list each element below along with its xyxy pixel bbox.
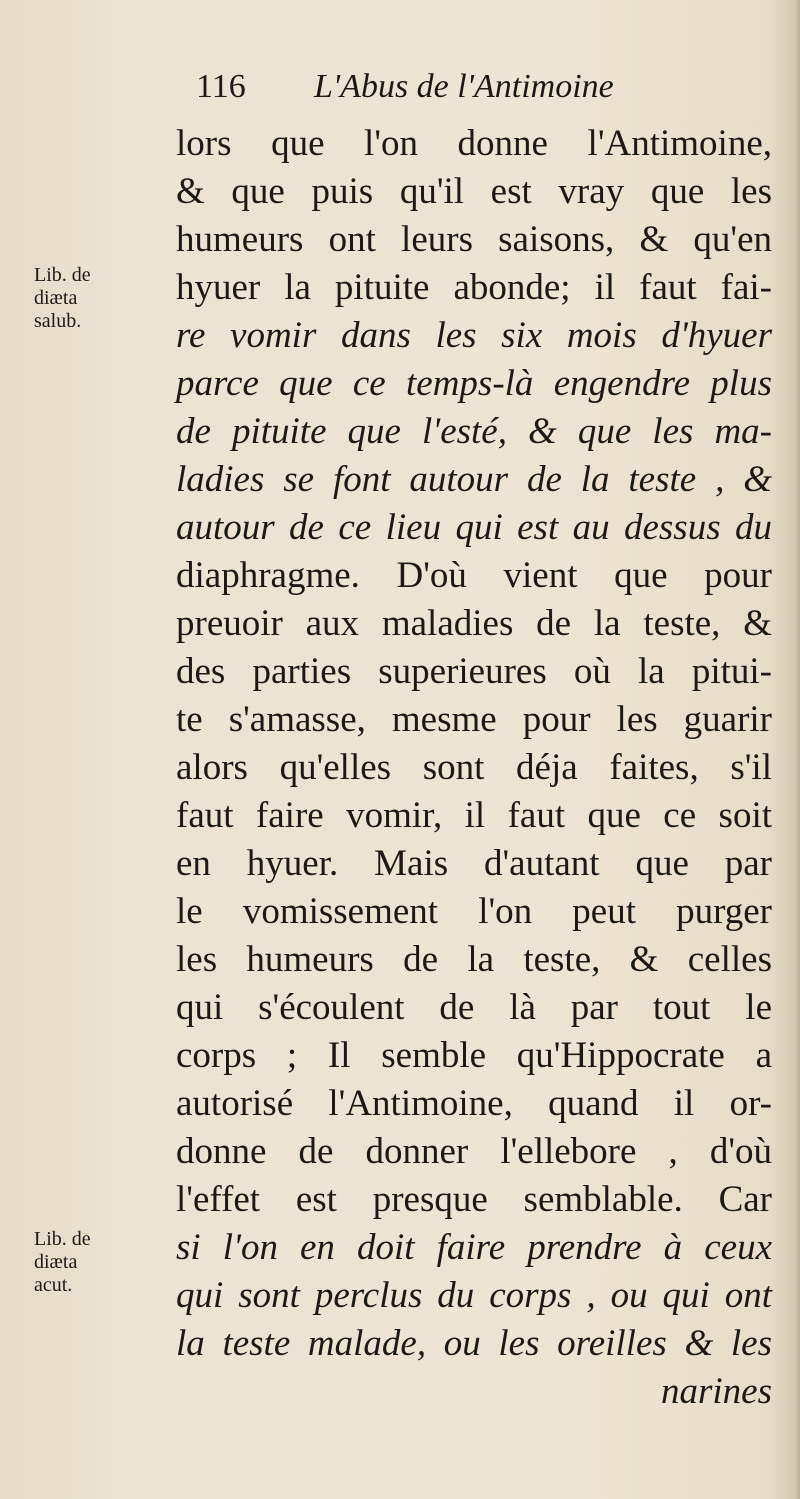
text-line: hyuer la pituite abonde; il faut fai- (176, 267, 772, 308)
text-line: autorisé l'Antimoine, quand il or- (176, 1083, 772, 1124)
text-line: en hyuer. Mais d'autant que par (176, 843, 772, 884)
text-line: diaphragme. D'où vient que pour (176, 555, 772, 596)
margin-note-line: Lib. de (34, 1228, 91, 1250)
running-header (196, 68, 756, 118)
margin-note-line: salub. (34, 310, 82, 332)
margin-note-line: Lib. de (34, 264, 91, 286)
text-line: la teste malade, ou les oreilles & les (176, 1323, 772, 1364)
text-line: parce que ce temps-là engendre plus (176, 363, 772, 404)
text-line: qui s'écoulent de là par tout le (176, 987, 772, 1028)
text-line: de pituite que l'esté, & que les ma- (176, 411, 772, 452)
text-line: te s'amasse, mesme pour les guarir (176, 699, 772, 740)
text-line: re vomir dans les six mois d'hyuer (176, 315, 772, 356)
text-line: corps ; Il semble qu'Hippocrate a (176, 1035, 772, 1076)
text-line: qui sont perclus du corps , ou qui ont (176, 1275, 772, 1316)
page-edge (794, 0, 800, 1499)
text-line: donne de donner l'ellebore , d'où (176, 1131, 772, 1172)
text-line: alors qu'elles sont déja faites, s'il (176, 747, 772, 788)
text-line: si l'on en doit faire prendre à ceux (176, 1227, 772, 1268)
text-line: des parties superieures où la pitui- (176, 651, 772, 692)
text-line: faut faire vomir, il faut que ce soit (176, 795, 772, 836)
text-line: preuoir aux maladies de la teste, & (176, 603, 772, 644)
text-line: humeurs ont leurs saisons, & qu'en (176, 219, 772, 260)
page-number: 116 (196, 68, 246, 105)
text-line: les humeurs de la teste, & celles (176, 939, 772, 980)
catchword: narines (661, 1371, 772, 1412)
text-line: autour de ce lieu qui est au dessus du (176, 507, 772, 548)
margin-note-line: acut. (34, 1274, 73, 1296)
running-title: L'Abus de l'Antimoine (314, 68, 614, 105)
text-line: le vomissement l'on peut purger (176, 891, 772, 932)
text-line: lors que l'on donne l'Antimoine, (176, 123, 772, 164)
margin-note (34, 264, 164, 333)
margin-note (34, 1228, 164, 1297)
margin-note-line: diæta (34, 1251, 78, 1273)
text-line: & que puis qu'il est vray que les (176, 171, 772, 212)
text-line: ladies se font autour de la teste , & (176, 459, 772, 500)
text-line: l'effet est presque semblable. Car (176, 1179, 772, 1220)
margin-note-line: diæta (34, 287, 78, 309)
